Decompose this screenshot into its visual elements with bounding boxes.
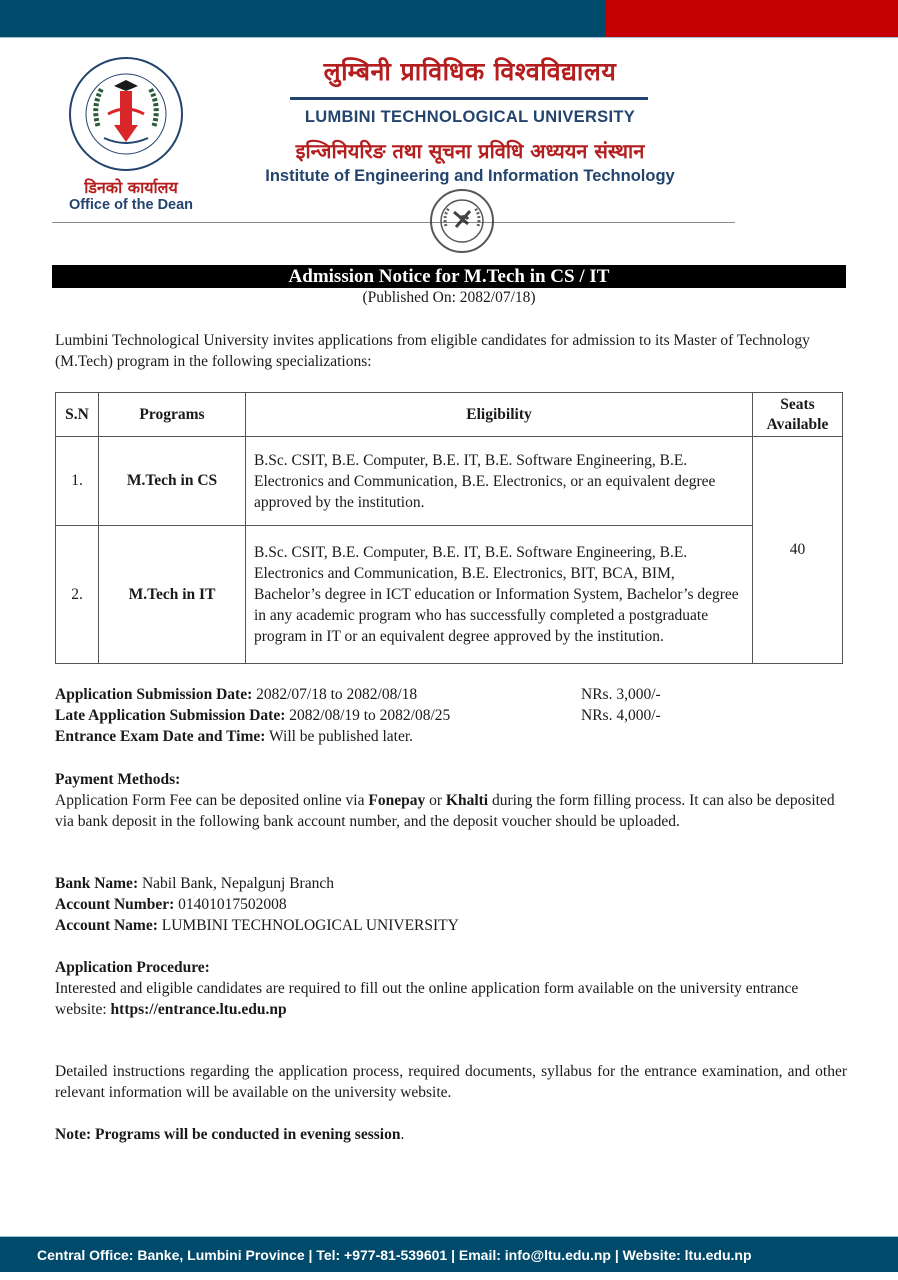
row-eligibility: B.Sc. CSIT, B.E. Computer, B.E. IT, B.E. Software Engineering, B.E. Electronics and Communication, B.E. Electronics, or an equivalent degree approved by the institution.	[246, 437, 753, 526]
payment-heading: Payment Methods:	[55, 771, 181, 788]
exam-date-label: Entrance Exam Date and Time:	[55, 728, 266, 745]
office-name-nepali: डिनको कार्यालय	[84, 178, 178, 197]
row-sn: 2.	[56, 526, 99, 664]
account-number-label: Account Number:	[55, 896, 175, 913]
row-sn: 1.	[56, 437, 99, 526]
university-name-english: LUMBINI TECHNOLOGICAL UNIVERSITY	[304, 108, 636, 126]
top-color-bar	[0, 0, 898, 37]
row-program: M.Tech in IT	[99, 526, 246, 664]
bank-details	[55, 873, 847, 936]
table-row	[56, 526, 843, 664]
account-name-label: Account Name:	[55, 917, 158, 934]
intro-paragraph: Lumbini Technological University invites applications from eligible candidates for admission to its Master of Technology (M.Tech) program in the following specializations:	[55, 332, 810, 370]
late-submission-date-line	[55, 705, 847, 726]
university-seal-icon	[68, 56, 184, 172]
row-eligibility: B.Sc. CSIT, B.E. Computer, B.E. IT, B.E. Software Engineering, B.E. Electronics and Communication, B.E. Electronics, BIT, BCA, BIM, Bachelor’s degree in ICT education or Information System, Bachelor’s degree in any academic program who has successfully completed a postgraduate program in IT or an equivalent degree approved by the institution.	[246, 526, 753, 664]
exam-date-line	[55, 726, 847, 747]
institute-name-english: Institute of Engineering and Information Technology	[265, 167, 675, 185]
header-sn: S.N	[56, 393, 99, 437]
table-header-row	[56, 393, 843, 437]
payment-text-part: during the form filling process. It can also be deposited via bank deposit in the following bank account number, and the deposit voucher should be uploaded.	[55, 792, 835, 830]
university-name-rule	[290, 97, 648, 100]
top-bar-red	[605, 0, 898, 37]
header-programs: Programs	[99, 393, 246, 437]
procedure-text: Interested and eligible candidates are required to fill out the online application form available on the university entrance website:	[55, 980, 799, 1018]
top-bar-navy	[0, 0, 605, 37]
payment-text-part: or	[425, 792, 446, 809]
institute-name-nepali: इन्जिनियरिङ तथा सूचना प्रविधि अध्ययन संस्थान	[295, 139, 645, 163]
bank-name-label: Bank Name:	[55, 875, 139, 892]
published-date: (Published On: 2082/07/18)	[362, 289, 536, 306]
programs-table	[55, 392, 843, 664]
notice-title: Admission Notice for M.Tech in CS / IT	[52, 265, 846, 288]
office-name-english: Office of the Dean	[68, 197, 194, 213]
account-name-value: LUMBINI TECHNOLOGICAL UNIVERSITY	[157, 917, 459, 934]
late-submission-fee: NRs. 4,000/-	[581, 707, 661, 724]
header-divider	[52, 222, 735, 223]
submission-date-value: 2082/07/18 to 2082/08/18	[252, 686, 418, 703]
footer-contact: Central Office: Banke, Lumbini Province | Tel: +977-81-539601 | Email: info@ltu.edu.np | Website: ltu.edu.np	[0, 1236, 898, 1272]
bank-name-value: Nabil Bank, Nepalgunj Branch	[138, 875, 334, 892]
details-paragraph: Detailed instructions regarding the application process, required documents, syllabus for the entrance examination, and other relevant information will be available on the university website.	[55, 1063, 847, 1101]
submission-fee: NRs. 3,000/-	[581, 686, 661, 703]
procedure-section	[55, 957, 847, 1020]
note-section	[55, 1124, 847, 1145]
procedure-heading: Application Procedure:	[55, 959, 210, 976]
top-bar-divider	[0, 37, 898, 38]
late-submission-label: Late Application Submission Date:	[55, 707, 286, 724]
seats-available: 40	[753, 437, 843, 664]
late-submission-value: 2082/08/19 to 2082/08/25	[285, 707, 451, 724]
exam-date-value: Will be published later.	[265, 728, 414, 745]
submission-date-line	[55, 684, 847, 705]
payment-text	[55, 790, 847, 832]
table-row	[56, 437, 843, 526]
dates-section	[55, 684, 847, 747]
payment-section	[55, 769, 847, 832]
note-period: .	[400, 1126, 405, 1143]
note-text: Note: Programs will be conducted in evening session	[55, 1126, 401, 1143]
fonepay-label: Fonepay	[368, 792, 426, 809]
khalti-label: Khalti	[445, 792, 489, 809]
submission-date-label: Application Submission Date:	[55, 686, 253, 703]
header-seats: Seats Available	[753, 393, 843, 437]
entrance-website-link[interactable]: https://entrance.ltu.edu.np	[110, 1001, 287, 1018]
account-number-value: 01401017502008	[174, 896, 287, 913]
official-stamp-icon	[410, 188, 510, 254]
university-name-nepali: लुम्बिनी प्राविधिक विश्वविद्यालय	[323, 57, 617, 86]
payment-text-part: Application Form Fee can be deposited online via	[55, 792, 369, 809]
header-eligibility: Eligibility	[246, 393, 753, 437]
row-program: M.Tech in CS	[99, 437, 246, 526]
